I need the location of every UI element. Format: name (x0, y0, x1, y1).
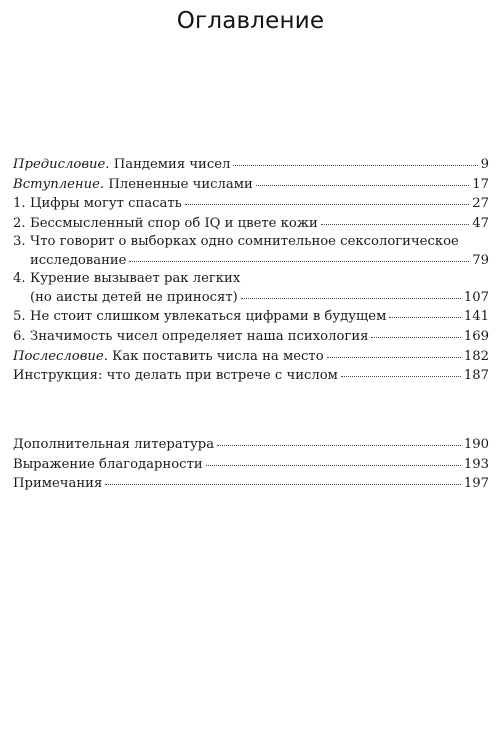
toc-entry-page: 169 (463, 328, 489, 344)
toc-entry-chapter-5 (13, 307, 489, 327)
toc-entry-title: Пандемия чисел (113, 157, 231, 172)
toc-entry-label (13, 347, 324, 367)
toc-entry-page: 190 (463, 437, 489, 452)
chapter-number: 3. (13, 234, 26, 250)
toc-entry-title: Не стоит слишком увлекаться цифрами в будущем (30, 309, 387, 325)
toc-entry-page: 141 (463, 309, 489, 325)
toc-entry-introduction (13, 175, 489, 195)
toc-entry-preface (13, 155, 489, 175)
toc-entry-italic-prefix: Предисловие. (13, 157, 110, 172)
toc-entry-line (13, 270, 489, 289)
page-title: Оглавление (176, 8, 325, 34)
toc-entry-title-line-2: (но аисты детей не приносят) (30, 289, 238, 305)
toc-entry-page: 27 (472, 196, 489, 212)
dot-leader (185, 204, 469, 205)
toc-entry-chapter-1 (13, 194, 489, 214)
toc-entry-title: Выражение благодарности (13, 456, 203, 472)
toc-entry-body (13, 270, 489, 307)
toc-entry-title-line-1: Что говорит о выборках одно сомнительное сексологическое (30, 234, 459, 250)
toc-entry-title: Бессмысленный спор об IQ и цвете кожи (30, 215, 318, 231)
toc-entry-page: 9 (480, 157, 489, 172)
toc-entry-notes (13, 474, 489, 494)
toc-entry-further-reading (13, 435, 489, 455)
dot-leader (129, 261, 469, 262)
table-of-contents (13, 155, 489, 386)
chapter-number: 5. (13, 309, 26, 325)
table-of-contents-back-matter (13, 435, 489, 494)
dot-leader (206, 465, 461, 466)
toc-entry-page: 193 (463, 456, 489, 472)
toc-entry-title: Дополнительная литература (13, 437, 215, 452)
chapter-number: 6. (13, 328, 26, 344)
toc-entry-acknowledgements (13, 455, 489, 475)
toc-entry-italic-prefix: Вступление. (13, 176, 105, 192)
toc-entry-page: 79 (472, 252, 489, 268)
toc-entry-page: 182 (463, 348, 489, 364)
toc-entry-afterword (13, 347, 489, 367)
toc-entry-chapter-2 (13, 214, 489, 234)
toc-entry-title: Цифры могут спасать (30, 196, 182, 212)
toc-entry-page: 197 (463, 476, 489, 492)
toc-entry-page: 17 (472, 176, 489, 192)
dot-leader (321, 224, 469, 225)
toc-entry-chapter-3 (13, 233, 489, 270)
chapter-number: 1. (13, 196, 26, 212)
toc-entry-title-line-2: исследование (30, 252, 127, 268)
chapter-number: 2. (13, 215, 26, 231)
toc-entry-instruction (13, 366, 489, 386)
toc-entry-line (13, 252, 489, 271)
toc-entry-title: Значимость чисел определяет наша психология (30, 328, 369, 344)
toc-entry-label (13, 175, 253, 195)
toc-entry-italic-prefix: Послесловие. (13, 348, 108, 364)
dot-leader (233, 165, 477, 166)
toc-entry-body (13, 233, 489, 270)
toc-entry-title: Как поставить числа на место (112, 348, 324, 364)
dot-leader (256, 185, 469, 186)
toc-entry-page: 107 (463, 289, 489, 305)
toc-entry-chapter-6 (13, 327, 489, 347)
toc-entry-chapter-4 (13, 270, 489, 307)
dot-leader (217, 445, 461, 446)
toc-entry-title: Плененные числами (108, 176, 253, 192)
dot-leader (241, 298, 461, 299)
toc-entry-title: Примечания (13, 476, 103, 492)
chapter-number: 4. (13, 271, 26, 287)
toc-entry-line (13, 289, 489, 308)
dot-leader (327, 357, 461, 358)
toc-entry-title: Инструкция: что делать при встрече с числом (13, 368, 338, 384)
toc-entry-label (13, 155, 230, 175)
dot-leader (371, 337, 460, 338)
dot-leader (341, 376, 461, 377)
dot-leader (105, 484, 461, 485)
toc-entry-page: 187 (463, 368, 489, 384)
dot-leader (389, 317, 460, 318)
toc-entry-title-line-1: Курение вызывает рак легких (30, 271, 241, 287)
toc-entry-page: 47 (472, 215, 489, 231)
toc-entry-line (13, 233, 489, 252)
